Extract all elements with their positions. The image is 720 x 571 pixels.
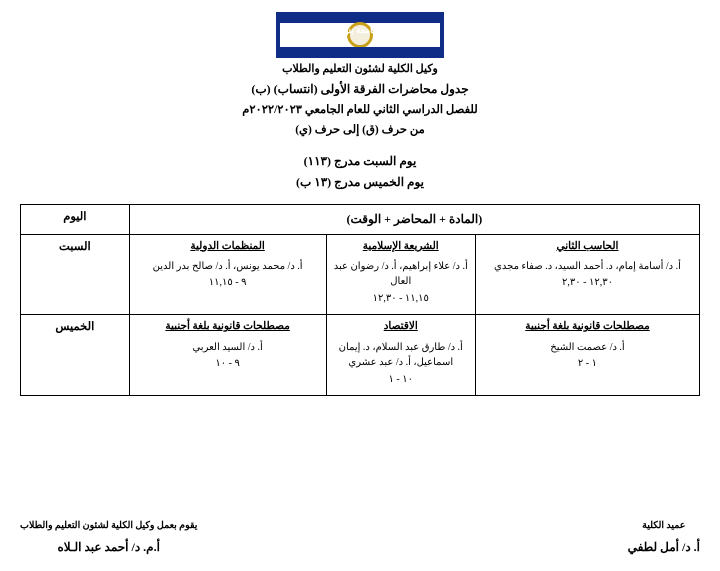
session-time: ٩ - ١٠ [215,358,240,370]
session-time: ٩ - ١١,١٥ [208,277,247,289]
session-subject: مصطلحات قانونية بلغة أجنبية [165,321,290,333]
dean-name: أ. د/ أمل لطفي [627,539,700,554]
university-emblem-icon [276,12,444,58]
session-subject: الحاسب الثاني [556,240,619,252]
hall-line-saturday: يوم السبت مدرج (١١٣) [303,153,417,168]
session-subject: الشريعة الإسلامية [362,240,439,252]
session-lecturer: أ. د/ أسامة إمام، د. أحمد السيد، د. صفاء مجدي [494,260,681,272]
dean-signature [628,518,700,557]
schedule-table [20,204,700,397]
dean-role: عميد الكلية [642,521,686,532]
content-header: (المادة + المحاضر + الوقت) [129,204,699,234]
session-cell [129,315,326,396]
vice-dean-role: يقوم بعمل وكيل الكلية لشئون التعليم والطلاب [20,521,198,532]
session-cell [326,234,475,315]
table-row [21,315,700,396]
session-cell [475,234,699,315]
session-time: ١ - ٢ [577,358,598,370]
day-header: اليوم [21,204,130,234]
session-subject: مصطلحات قانونية بلغة أجنبية [525,321,650,333]
session-lecturer: أ. د/ علاء إبراهيم، أ. د/ رضوان عبد العال [333,260,468,288]
table-row [21,234,700,315]
emblem-text: جامعة بنها [341,25,379,35]
term-line: للفصل الدراسي الثاني للعام الجامعي ٢٠٢٢/٢٠٢٣م [242,104,478,117]
session-lecturer: أ. د/ طارق عبد السلام، د. إيمان اسماعيل، أ. د/ عبد عشري [338,341,463,369]
session-lecturer: أ. د/ السيد العربي [192,341,263,353]
hall-line-thursday: يوم الخميس مدرج (١٣ ب) [295,175,424,190]
session-subject: الاقتصاد [383,321,418,333]
session-time: ١٢,٣٠ - ٢,٣٠ [561,277,613,289]
session-time: ١١,١٥ - ١٢,٣٠ [372,292,429,304]
session-cell [129,234,326,315]
faculty-vice-dean-line: وكيل الكلية لشئون التعليم والطلاب [282,63,438,75]
day-label-thursday: الخميس [21,315,130,396]
logo-container [20,12,700,58]
letter-range-line: من حرف (ق) إلى حرف (ي) [295,124,425,137]
title-block [20,60,700,141]
vice-dean-signature [20,518,197,557]
day-label-saturday: السبت [21,234,130,315]
vice-dean-name: أ.م. د/ أحمد عبد الـلاه [57,539,160,554]
session-lecturer: أ. د/ محمد يونس، أ. د/ صالح بدر الدين [152,260,303,272]
session-time: ١٠ - ١ [388,373,413,385]
footer-signatures [20,518,700,557]
session-cell [326,315,475,396]
table-header-row [21,204,700,234]
page-title: جدول محاضرات الفرقة الأولى (انتساب) (ب) [251,82,469,97]
session-subject: المنظمات الدولية [190,240,265,252]
halls-block [20,151,700,194]
session-cell [475,315,699,396]
session-lecturer: أ. د/ عصمت الشيخ [550,341,625,353]
emblem-bar-bottom [276,47,444,58]
